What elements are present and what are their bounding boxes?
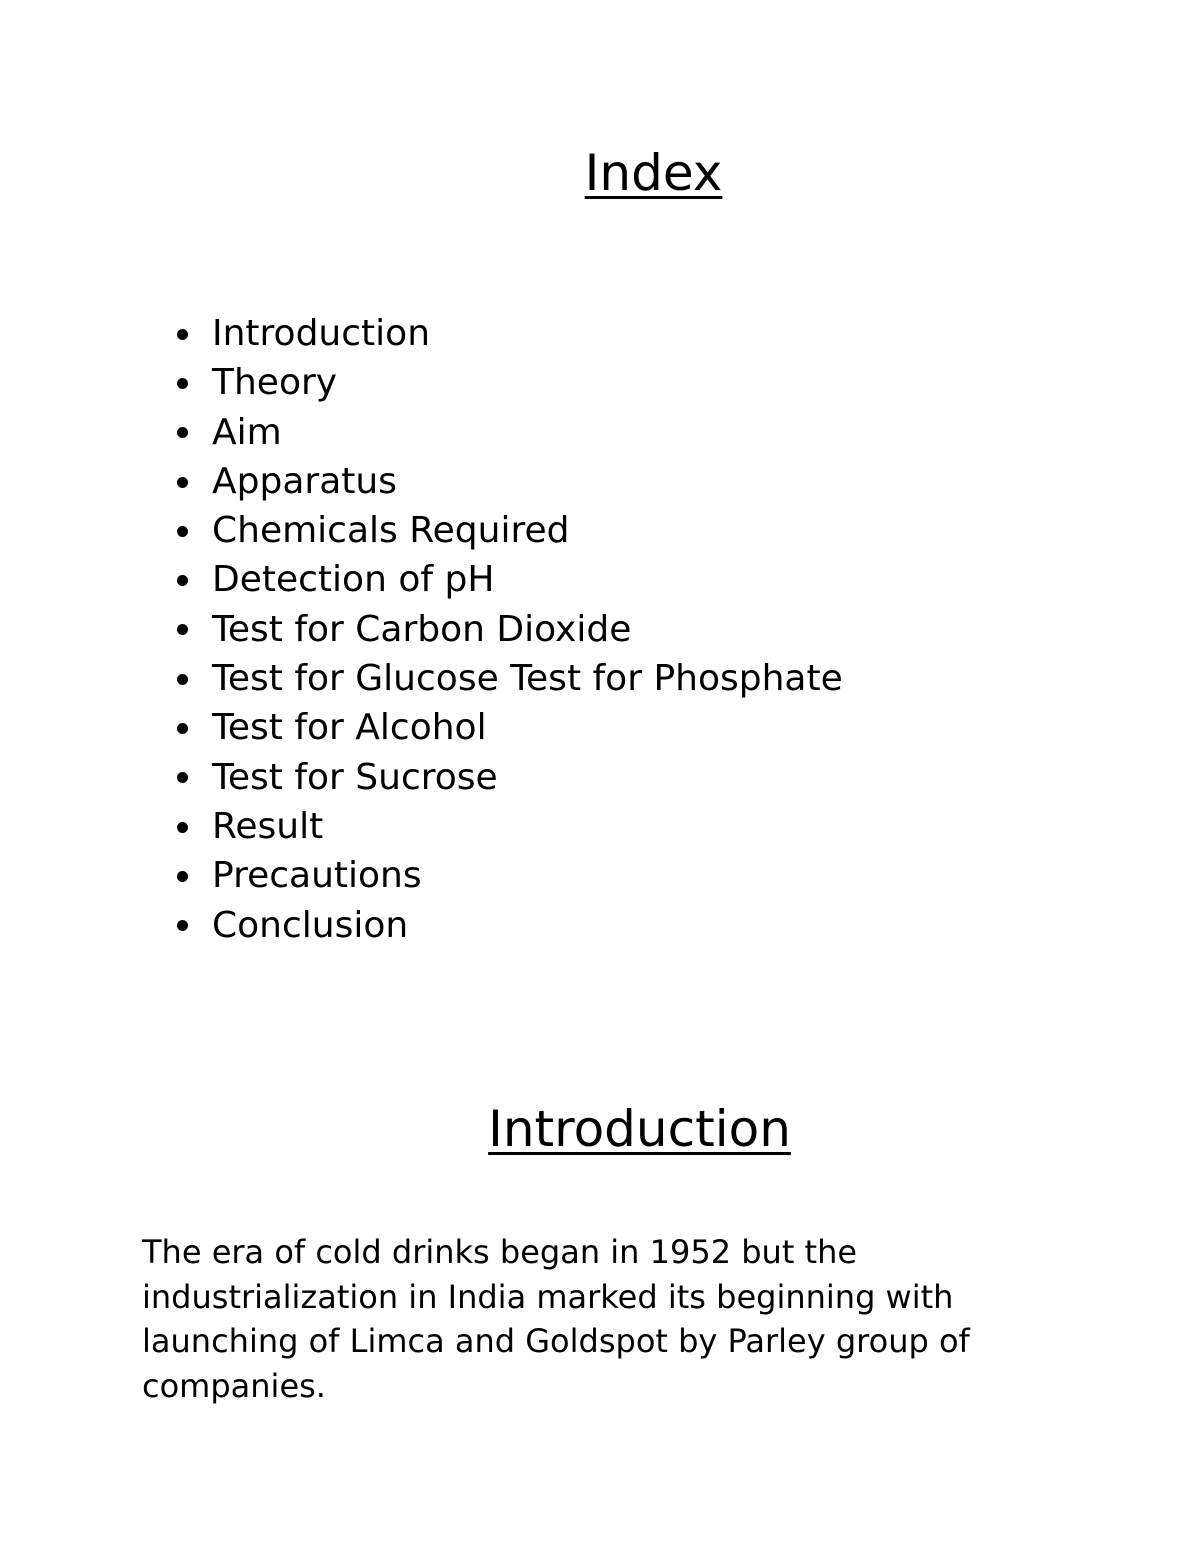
- index-item-label: Test for Sucrose: [212, 756, 498, 798]
- bullet-icon: [177, 378, 188, 389]
- index-item-result: [172, 802, 843, 851]
- paragraph-line: companies.: [142, 1366, 326, 1405]
- bullet-icon: [177, 427, 188, 438]
- bullet-icon: [177, 477, 188, 488]
- bullet-icon: [177, 575, 188, 586]
- bullet-icon: [177, 723, 188, 734]
- index-item-test-glucose-phosphate: [172, 654, 843, 703]
- bullet-icon: [177, 772, 188, 783]
- index-item-label: Introduction: [212, 313, 431, 354]
- index-item-detection-of-ph: [172, 555, 843, 604]
- index-item-test-carbon-dioxide: [172, 605, 843, 654]
- index-item-theory: [172, 358, 843, 407]
- bullet-icon: [177, 871, 188, 882]
- index-list: [172, 309, 843, 950]
- index-item-apparatus: [172, 457, 843, 506]
- paragraph-line: launching of Limca and Goldspot by Parley group of: [142, 1322, 970, 1361]
- paragraph-line: industrialization in India marked its beginning with: [142, 1277, 954, 1316]
- bullet-icon: [177, 624, 188, 635]
- introduction-paragraph: [142, 1230, 1102, 1408]
- index-item-label: Precautions: [212, 855, 422, 897]
- index-item-label: Aim: [212, 411, 282, 453]
- index-item-label: Theory: [212, 362, 338, 404]
- introduction-heading: Introduction: [488, 1100, 791, 1158]
- bullet-icon: [177, 329, 188, 340]
- bullet-icon: [177, 920, 188, 931]
- index-heading: Index: [584, 144, 723, 202]
- index-item-test-alcohol: [172, 703, 843, 752]
- index-item-label: Chemicals Required: [212, 510, 570, 552]
- index-item-label: Test for Glucose Test for Phosphate: [212, 658, 843, 700]
- index-item-aim: [172, 408, 843, 457]
- bullet-icon: [177, 526, 188, 537]
- index-item-conclusion: [172, 901, 843, 950]
- index-item-label: Result: [212, 805, 324, 847]
- index-item-chemicals-required: [172, 506, 843, 555]
- index-item-precautions: [172, 851, 843, 900]
- bullet-icon: [177, 822, 188, 833]
- index-item-label: Test for Alcohol: [212, 707, 487, 749]
- index-item-label: Apparatus: [212, 460, 397, 502]
- paragraph-line: The era of cold drinks began in 1952 but the: [142, 1233, 858, 1271]
- index-item-test-sucrose: [172, 753, 843, 802]
- index-item-label: Conclusion: [212, 904, 409, 946]
- index-item-label: Test for Carbon Dioxide: [212, 608, 632, 650]
- index-item-label: Detection of pH: [212, 559, 495, 601]
- index-item-introduction: [172, 309, 843, 358]
- bullet-icon: [177, 674, 188, 685]
